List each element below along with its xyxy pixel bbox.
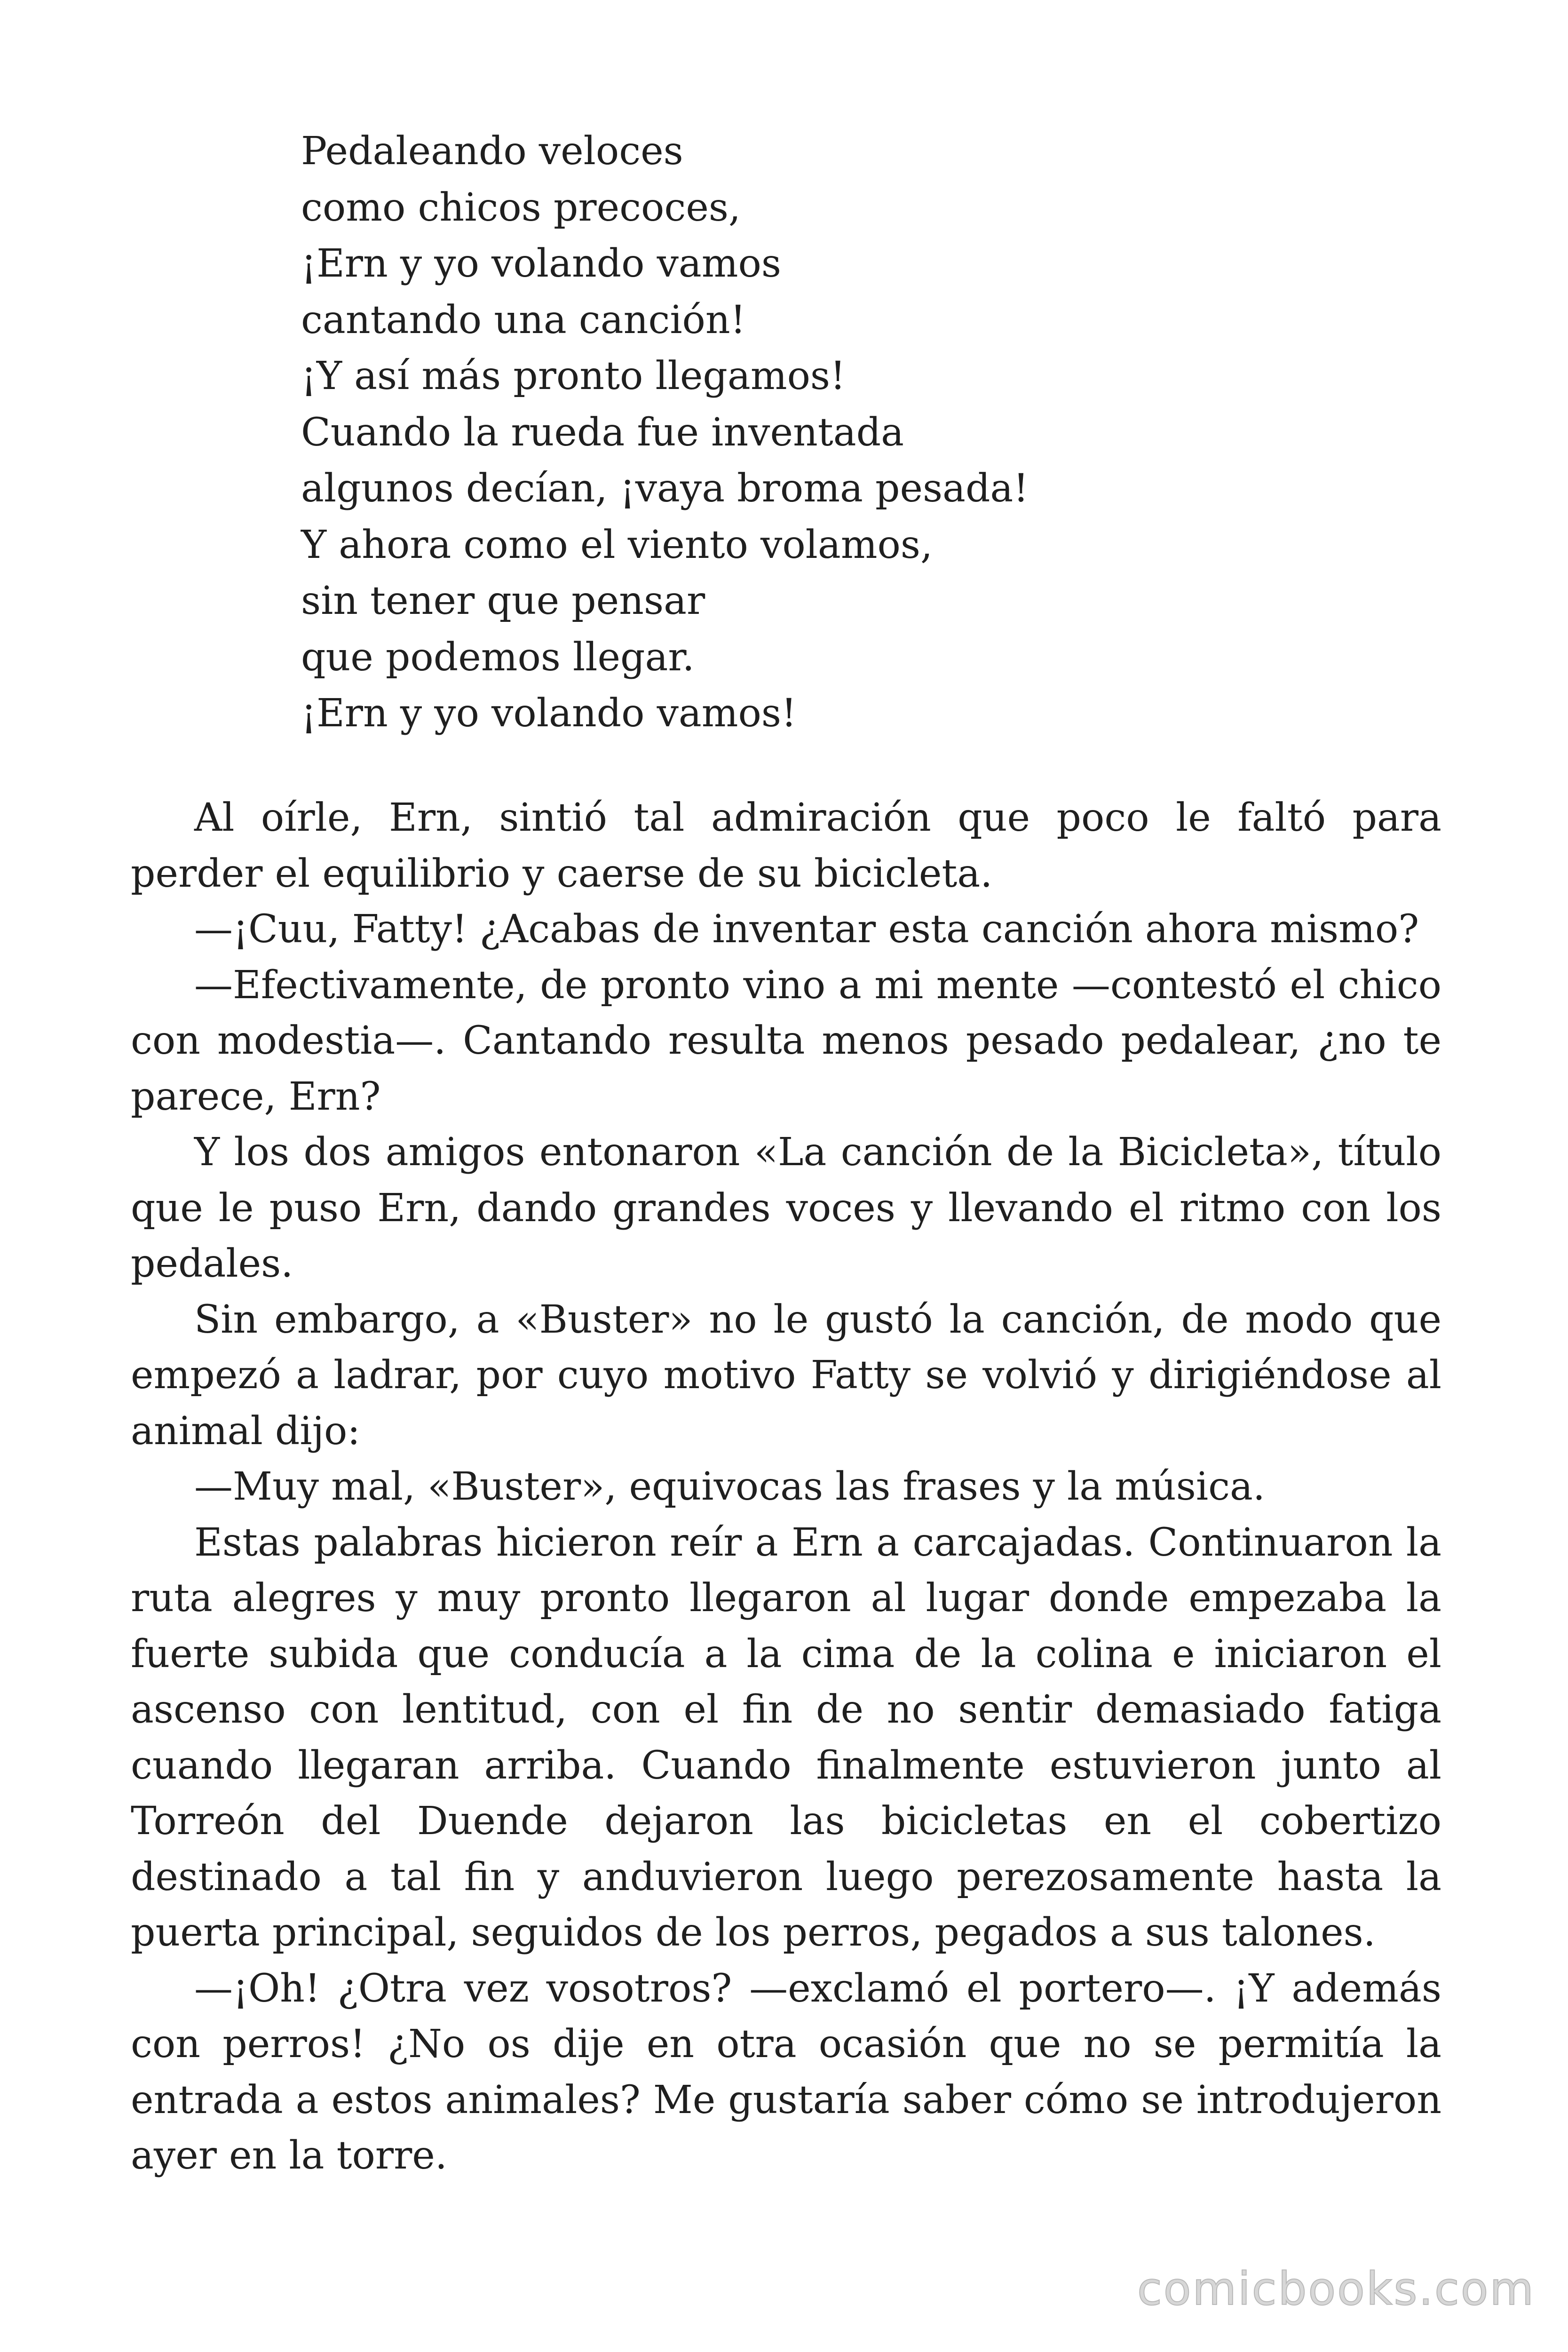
paragraph: Sin embargo, a «Buster» no le gustó la canción, de modo que empezó a ladrar, por cuyo motivo Fatty se volvió y dirigiéndose al animal dijo: bbox=[131, 1297, 1441, 1454]
dialogue-paragraph: —Muy mal, «Buster», equivocas las frases y la música. bbox=[194, 1464, 1265, 1509]
paragraph: Al oírle, Ern, sintió tal admiración que poco le faltó para perder el equilibrio y caerse de su bicicleta. bbox=[131, 795, 1441, 896]
poem-line: como chicos precoces, bbox=[301, 185, 741, 230]
poem-line: algunos decían, ¡vaya broma pesada! bbox=[301, 466, 1029, 511]
poem-line: cantando una canción! bbox=[301, 297, 746, 342]
poem-block bbox=[301, 123, 1336, 742]
poem-line: Cuando la rueda fue inventada bbox=[301, 410, 904, 455]
dialogue-paragraph: —¡Cuu, Fatty! ¿Acabas de inventar esta canción ahora mismo? bbox=[194, 907, 1419, 952]
paragraph: Y los dos amigos entonaron «La canción de la Bicicleta», título que le puso Ern, dando grandes voces y llevando el ritmo con los pedales. bbox=[131, 1130, 1441, 1286]
poem-line: que podemos llegar. bbox=[301, 635, 695, 680]
poem-line: ¡Ern y yo volando vamos! bbox=[301, 691, 797, 736]
prose-block bbox=[131, 790, 1441, 2184]
watermark: comicbooks.com bbox=[1137, 2263, 1535, 2315]
poem-line: sin tener que pensar bbox=[301, 579, 705, 623]
poem-line: Y ahora como el viento volamos, bbox=[301, 522, 933, 567]
poem-line: ¡Y así más pronto llegamos! bbox=[301, 354, 846, 398]
paragraph: Estas palabras hicieron reír a Ern a carcajadas. Continuaron la ruta alegres y muy pronto llegaron al lugar donde empezaba la fuerte subida que conducía a la cima de la colina e iniciaron el ascenso con lentitud, con el fin de no sentir demasiado fatiga cuando llegaran arriba. Cuando finalmente estuvieron junto al Torreón del Duende dejaron las bicicletas en el cobertizo destinado a tal fin y anduvieron luego perezosamente hasta la puerta principal, seguidos de los perros, pegados a sus talones. bbox=[131, 1520, 1441, 1955]
poem-line: ¡Ern y yo volando vamos bbox=[301, 241, 781, 286]
dialogue-paragraph: —¡Oh! ¿Otra vez vosotros? —exclamó el portero—. ¡Y además con perros! ¿No os dije en otra ocasión que no se permitía la entrada a estos animales? Me gustaría saber cómo se introdujeron ayer en la torre. bbox=[131, 1966, 1441, 2178]
poem-line: Pedaleando veloces bbox=[301, 129, 683, 174]
dialogue-paragraph: —Efectivamente, de pronto vino a mi mente —contestó el chico con modestia—. Cantando resulta menos pesado pedalear, ¿no te parece, Ern? bbox=[131, 962, 1441, 1119]
